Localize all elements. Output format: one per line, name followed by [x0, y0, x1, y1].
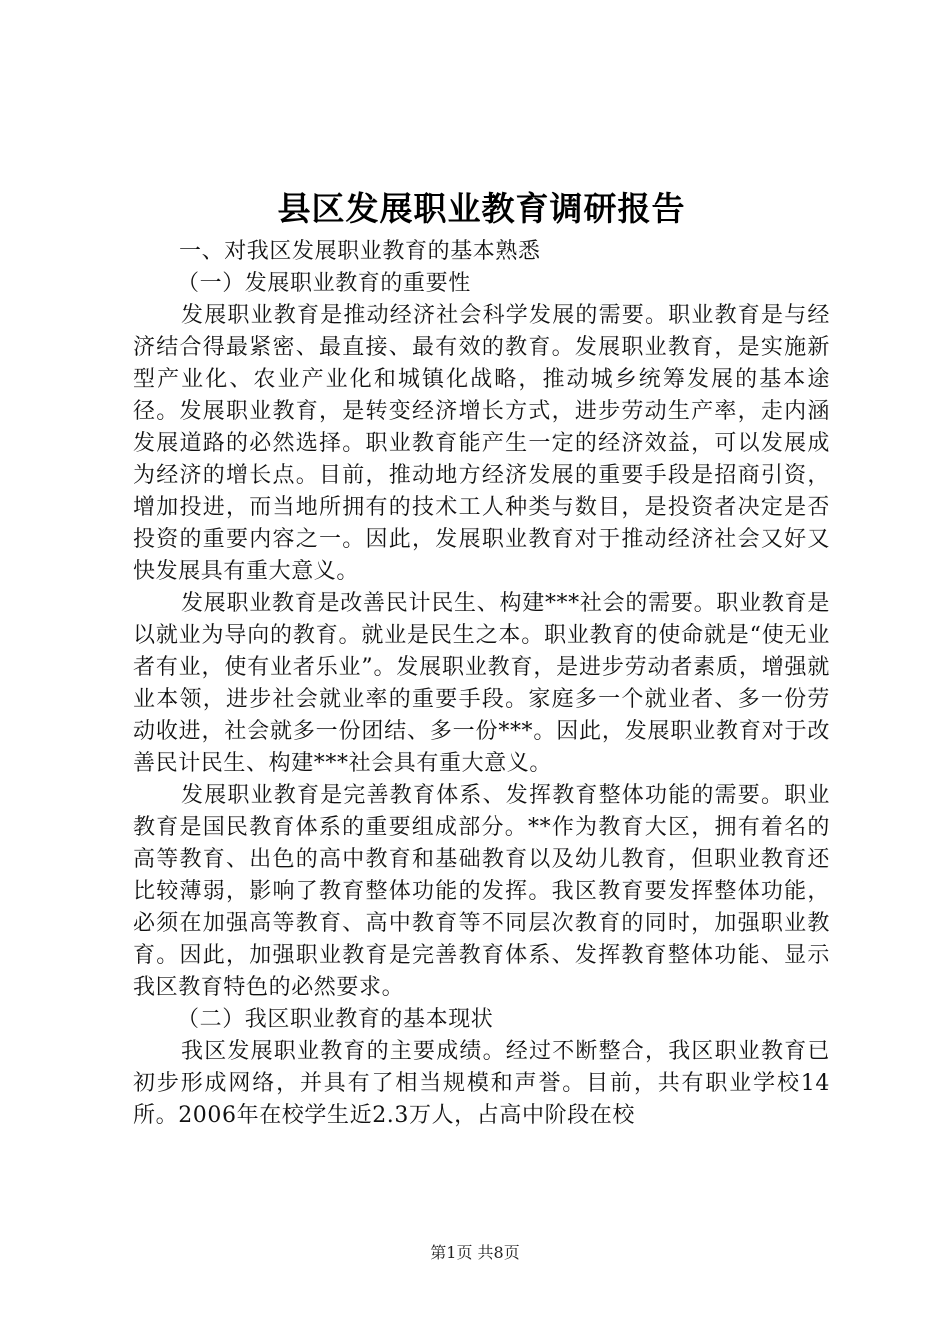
section-heading-1: 一、对我区发展职业教育的基本熟悉 [179, 239, 541, 264]
document-body [133, 236, 830, 1132]
paragraph: 发展职业教育是完善教育体系、发挥教育整体功能的需要。职业教育是国民教育体系的重要组成部分。**作为教育大区，拥有着名的高等教育、出色的高中教育和基础教育以及幼儿教育，但职业教育还比较薄弱，影响了教育整体功能的发挥。我区教育要发挥整体功能，必须在加强高等教育、高中教育等不同层次教育的同时，加强职业教育。因此，加强职业教育是完善教育体系、发挥教育整体功能、显示我区教育特色的必然要求。 [133, 783, 830, 1000]
paragraph: 发展职业教育是推动经济社会科学发展的需要。职业教育是与经济结合得最紧密、最直接、最有效的教育。发展职业教育，是实施新型产业化、农业产业化和城镇化战略，推动城乡统筹发展的基本途径。发展职业教育，是转变经济增长方式，进步劳动生产率，走内涵发展道路的必然选择。职业教育能产生一定的经济效益，可以发展成为经济的增长点。目前，推动地方经济发展的重要手段是招商引资，增加投进，而当地所拥有的技术工人种类与数目，是投资者决定是否投资的重要内容之一。因此，发展职业教育对于推动经济社会又好又快发展具有重大意义。 [133, 303, 830, 584]
page-footer: 第1页 共8页 [430, 1243, 520, 1262]
document-title: 县区发展职业教育调研报告 [277, 189, 686, 228]
subsection-heading-1: （一）发展职业教育的重要性 [177, 271, 471, 296]
document-content [133, 188, 830, 1132]
paragraph: 我区发展职业教育的主要成绩。经过不断整合，我区职业教育已初步形成网络，并具有了相当规模和声誉。目前，共有职业学校14所。2006年在校学生近2.3万人，占高中阶段在校 [133, 1039, 830, 1128]
subsection-heading-2: （二）我区职业教育的基本现状 [177, 1007, 494, 1032]
paragraph: 发展职业教育是改善民计民生、构建***社会的需要。职业教育是以就业为导向的教育。就业是民生之本。职业教育的使命就是“使无业者有业，使有业者乐业”。发展职业教育，是进步劳动者素质，增强就业本领，进步社会就业率的重要手段。家庭多一个就业者、多一份劳动收进，社会就多一份团结、多一份***。因此，发展职业教育对于改善民计民生、构建***社会具有重大意义。 [133, 591, 830, 776]
